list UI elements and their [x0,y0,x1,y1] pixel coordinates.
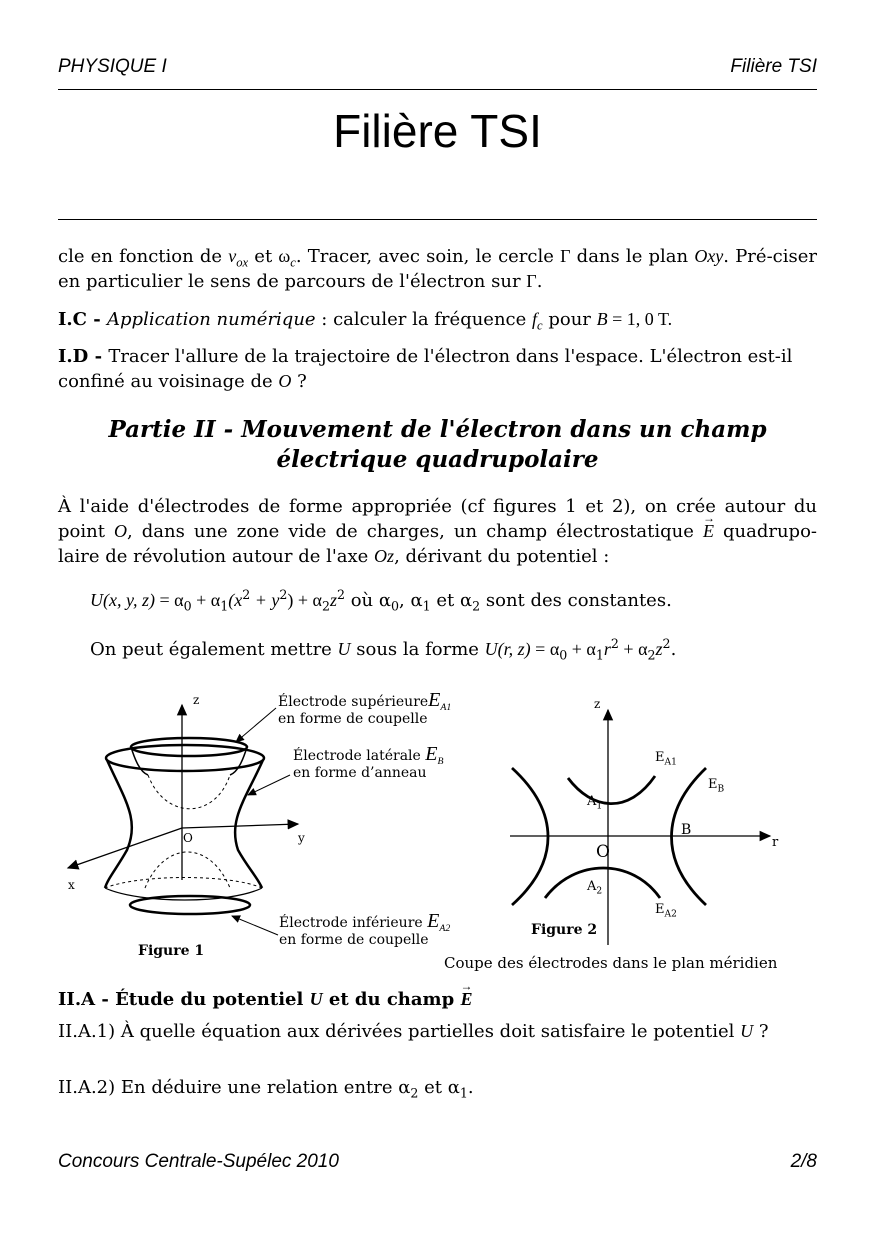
fig1-ring-right-profile [235,760,263,888]
paragraph-potential: À l'aide d'électrodes de forme appropriée (cf figures 1 et 2), on crée autour du point O, dans une zone vide de charges, un champ électrostatique → E quadrupo-laire de révolution autour de l'axe Oz, dérivant du potentiel : [58,494,817,569]
fig1-ring-bottom-front [105,888,262,900]
question-id: I.D - Tracer l'allure de la trajectoire de l'électron dans l'espace. L'électron est-il confiné au voisinage de O ? [58,346,793,392]
fig2-subcaption: Coupe des électrodes dans le plan méridien [444,954,778,972]
fig1-label-x: x [68,878,75,892]
fig1-x-axis [68,828,182,868]
fig1-label-o: O [183,831,193,845]
equation-potential-rz: On peut également mettre U sous la forme U(r, $z) = \alpha_0 + \alpha_1r^2 + \alpha_2z^2$. [90,636,677,663]
footer-left: Concours Centrale-Supélec 2010 [58,1151,339,1172]
fig1-lower-cup-hyperboloid [145,852,230,888]
fig2-label-a1: $A_1$ [587,794,603,812]
figure-1-diagram [68,705,298,935]
fig2-label-z: z [594,697,601,711]
question-ic: I.C - Application numérique : calculer la fréquence $f_c$ pour B = 1, 0 T. [58,309,673,333]
fig2-electrode-a1 [568,776,655,804]
page-title: Filière TSI [333,105,542,157]
fig1-ring-left-profile [105,760,132,888]
question-ii-a-2: II.A.2) En déduire une relation entre $\alpha_2$ et $\alpha_1$. [58,1077,474,1101]
fig1-caption: Figure 1 [138,943,205,959]
header-right: Filière TSI [730,56,817,77]
question-ii-a-1: II.A.1) À quelle équation aux dérivées partielles doit satisfaire le potentiel U ? [58,1021,769,1042]
fig1-y-axis [182,824,298,828]
fig1-ring-top-ellipse [106,745,264,771]
fig2-electrode-a2 [545,868,660,898]
fig2-label-a2: $A_2$ [587,879,603,897]
header-left: PHYSIQUE I [58,56,167,77]
fig2-label-r: r [772,835,779,850]
fig1-upper-cup-hyperboloid [148,775,230,809]
fig2-caption: Figure 2 [531,922,598,938]
figure-2-diagram [510,710,770,945]
fig1-leader-ea1 [236,708,276,742]
fig1-lower-cup-rim [130,896,250,914]
paragraph-circle: cle en fonction de $v_{ox}$ et $\omega_c$. Tracer, avec soin, le cercle Γ dans le plan Oxy. Pré-ciser en particulier le sens de parcours de l'électron sur Γ. [58,246,817,292]
fig2-label-o: O [596,842,610,862]
section-title-ii-a: II.A - Étude du potentiel U et du champ → E [58,987,817,1012]
fig2-label-ea1: $E_{A1}$ [655,750,677,768]
fig1-label-y: y [298,831,305,845]
fig2-label-ea2: $E_{A2}$ [655,902,677,920]
fig1-label-z: z [193,693,200,707]
fig2-label-b: B [681,822,692,838]
fig1-label-ea1: Électrode supérieureE$_{A1}$ en forme de coupelle [278,689,452,727]
section-title-part-ii: Partie II - Mouvement de l'électron dans un champ électrique quadrupolaire [108,416,767,473]
fig1-label-ea2: Électrode inférieure $E_{A2}$ en forme de coupelle [279,910,451,948]
fig1-leader-ea2 [232,916,278,935]
footer-page-number: 2/8 [790,1151,817,1172]
fig1-ring-bottom-back [105,878,262,889]
fig2-label-eb: $E_B$ [708,777,725,795]
fig1-label-eb: Électrode latérale $E_B$ en forme d’anneau [293,743,444,781]
equation-potential-xyz: U(x, y, $z) = \alpha_0 + \alpha_1(x^2 + y^2) + \alpha_2z^2$ où $\alpha_0$, $\alpha_1$ et $\alpha_2$ sont des constantes. [90,587,672,614]
